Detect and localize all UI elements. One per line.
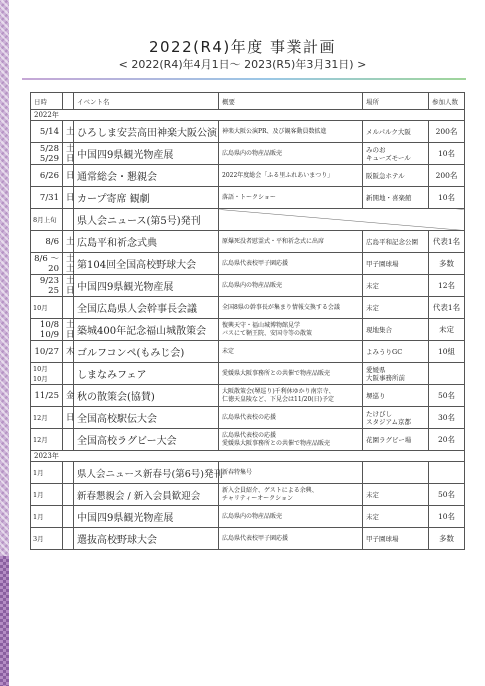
event-count: 10名 — [429, 143, 465, 165]
event-date: 10月 10月 — [31, 363, 63, 385]
event-place: 未定 — [363, 297, 429, 319]
event-name: 全国高校ラグビー大会 — [74, 429, 219, 451]
event-date: 1月 — [31, 462, 63, 484]
table-row — [31, 385, 465, 407]
event-name: しまなみフェア — [74, 363, 219, 385]
event-date: 6/26 — [31, 165, 63, 187]
event-name: 新春懇親会 / 新入会員歓迎会 — [74, 484, 219, 506]
event-count: 代表1名 — [429, 231, 465, 253]
event-date: 5/28 5/29 — [31, 143, 63, 165]
event-name: 全国広島県人会幹事長会議 — [74, 297, 219, 319]
event-day-of-week: 金 — [63, 385, 74, 407]
event-place: たけびし スタジアム京都 — [363, 407, 429, 429]
event-name: 中国四9県観光物産展 — [74, 143, 219, 165]
table-row — [31, 407, 465, 429]
event-name: 選抜高校野球大会 — [74, 528, 219, 550]
event-name: ゴルフコンペ(もみじ会) — [74, 341, 219, 363]
event-place: 現地集合 — [363, 319, 429, 341]
event-day-of-week: 土 日 — [63, 143, 74, 165]
event-date: 8月上旬 — [31, 209, 63, 231]
event-name: 県人会ニュース新春号(第6号)発刊 — [74, 462, 219, 484]
table-row — [31, 121, 465, 143]
event-day-of-week: 土 — [63, 231, 74, 253]
decorative-side-band — [0, 0, 9, 686]
event-name: 県人会ニュース(第5号)発刊 — [74, 209, 219, 231]
table-row — [31, 462, 465, 484]
header-count: 参加人数 — [429, 93, 465, 110]
event-name: 広島平和祈念式典 — [74, 231, 219, 253]
event-overview: 落語・トークショー — [219, 187, 363, 209]
event-overview — [219, 209, 465, 231]
event-overview: 広島県内の物産品販売 — [219, 143, 363, 165]
event-name: ひろしま安芸高田神楽大阪公演 — [74, 121, 219, 143]
event-count: 50名 — [429, 484, 465, 506]
event-name: 第104回全国高校野球大会 — [74, 253, 219, 275]
event-date: 12月 — [31, 429, 63, 451]
event-count: 代表1名 — [429, 297, 465, 319]
event-count: 多数 — [429, 528, 465, 550]
event-day-of-week: 日 — [63, 407, 74, 429]
event-day-of-week — [63, 429, 74, 451]
page-subtitle: < 2022(R4)年4月1日～ 2023(R5)年3月31日) > — [118, 58, 367, 71]
title-divider — [22, 78, 466, 80]
event-place — [363, 462, 429, 484]
event-place: 未定 — [363, 275, 429, 297]
event-count: 50名 — [429, 385, 465, 407]
table-header-row — [31, 93, 465, 110]
table-row — [31, 253, 465, 275]
event-day-of-week: 土 日 — [63, 319, 74, 341]
event-place: メルパルク大阪 — [363, 121, 429, 143]
event-day-of-week: 日 — [63, 187, 74, 209]
event-date: 1月 — [31, 484, 63, 506]
decorative-checker-pattern — [0, 556, 9, 686]
event-overview: 広島県代表校甲子園応援 — [219, 528, 363, 550]
event-date: 5/14 — [31, 121, 63, 143]
table-row — [31, 143, 465, 165]
event-overview: 2022年度総会「ふる里ふれあいまつり」 — [219, 165, 363, 187]
event-overview: 新入会員紹介、ゲストによる余興、 チャリティーオークション — [219, 484, 363, 506]
header-overview: 概要 — [219, 93, 363, 110]
event-day-of-week: 土 日 — [63, 275, 74, 297]
event-date: 10/8 10/9 — [31, 319, 63, 341]
table-row — [31, 165, 465, 187]
event-day-of-week — [63, 297, 74, 319]
header-event: イベント名 — [74, 93, 219, 110]
event-overview: 大阪散策会(堺巡り)千利休ゆかり南宗寺、 仁徳天皇陵など、下見会は11/20(日)予定 — [219, 385, 363, 407]
event-count: 10名 — [429, 506, 465, 528]
header-dow — [63, 93, 74, 110]
event-day-of-week: 土 — [63, 121, 74, 143]
table-row — [31, 275, 465, 297]
year-label-2022: 2022年 — [31, 110, 465, 121]
event-day-of-week — [63, 528, 74, 550]
event-name: 中国四9県観光物産展 — [74, 275, 219, 297]
event-day-of-week: 日 — [63, 165, 74, 187]
event-name: カープ寄席 観劇 — [74, 187, 219, 209]
event-date: 8/6 — [31, 231, 63, 253]
page-title: 2022(R4)年度 事業計画 — [148, 38, 337, 56]
event-count — [429, 363, 465, 385]
table-row — [31, 429, 465, 451]
event-place: よみうりGC — [363, 341, 429, 363]
table-row — [31, 209, 465, 231]
event-overview: 原爆死没者慰霊式・平和祈念式に出席 — [219, 231, 363, 253]
year-row-2023 — [31, 451, 465, 462]
year-label-2023: 2023年 — [31, 451, 465, 462]
event-name: 秋の散策会(協賛) — [74, 385, 219, 407]
event-date: 11/25 — [31, 385, 63, 407]
table-row — [31, 297, 465, 319]
event-count: 10名 — [429, 187, 465, 209]
event-place: 新開地・喜楽館 — [363, 187, 429, 209]
event-count: 20名 — [429, 429, 465, 451]
event-date: 8/6 ～ 20 — [31, 253, 63, 275]
event-count: 200名 — [429, 165, 465, 187]
table-row — [31, 319, 465, 341]
event-overview: 未定 — [219, 341, 363, 363]
event-overview: 広島県内の物産品販売 — [219, 506, 363, 528]
event-count: 200名 — [429, 121, 465, 143]
event-day-of-week: 木 — [63, 341, 74, 363]
table-row — [31, 363, 465, 385]
table-row — [31, 528, 465, 550]
event-date: 7/31 — [31, 187, 63, 209]
event-name: 築城400年記念福山城散策会 — [74, 319, 219, 341]
event-date: 9/23 25 — [31, 275, 63, 297]
event-place: みのお キューズモール — [363, 143, 429, 165]
event-count: 未定 — [429, 319, 465, 341]
event-place: 未定 — [363, 506, 429, 528]
event-day-of-week — [63, 462, 74, 484]
table-row — [31, 231, 465, 253]
event-overview: 広島県内の物産品販売 — [219, 275, 363, 297]
event-place: 甲子園球場 — [363, 528, 429, 550]
header-date: 日時 — [31, 93, 63, 110]
event-count: 10組 — [429, 341, 465, 363]
event-place: 広島平和記念公園 — [363, 231, 429, 253]
event-name: 全国高校駅伝大会 — [74, 407, 219, 429]
event-place: 堺巡り — [363, 385, 429, 407]
event-date: 10/27 — [31, 341, 63, 363]
event-day-of-week — [63, 506, 74, 528]
event-overview: 全国8県の幹事長が集まり情報交換する会議 — [219, 297, 363, 319]
event-date: 1月 — [31, 506, 63, 528]
event-name: 通常総会・懇親会 — [74, 165, 219, 187]
table-row — [31, 506, 465, 528]
event-count: 12名 — [429, 275, 465, 297]
event-overview: 新春特集号 — [219, 462, 363, 484]
table-row — [31, 341, 465, 363]
event-overview: 広島県代表校の応援 愛媛県大阪事務所との共催で物産品販売 — [219, 429, 363, 451]
header-place: 場所 — [363, 93, 429, 110]
event-date: 10月 — [31, 297, 63, 319]
event-place: 未定 — [363, 484, 429, 506]
schedule-table — [30, 92, 465, 550]
event-day-of-week — [63, 209, 74, 231]
event-overview: 愛媛県大阪事務所との共催で物産品販売 — [219, 363, 363, 385]
event-date: 12月 — [31, 407, 63, 429]
event-overview: 広島県代表校甲子園応援 — [219, 253, 363, 275]
event-day-of-week — [63, 484, 74, 506]
event-count: 30名 — [429, 407, 465, 429]
event-day-of-week: 土 土 — [63, 253, 74, 275]
event-overview: 広島県代表校の応援 — [219, 407, 363, 429]
event-name: 中国四9県観光物産展 — [74, 506, 219, 528]
year-row-2022 — [31, 110, 465, 121]
table-row — [31, 484, 465, 506]
event-overview: 神楽大阪公演PR、及び観客動員数拡進 — [219, 121, 363, 143]
event-place: 阪阪急ホテル — [363, 165, 429, 187]
event-overview: 復興天守・福山城博物館見学 バスにて鞆王院、安国寺等の散策 — [219, 319, 363, 341]
event-date: 3月 — [31, 528, 63, 550]
event-count: 多数 — [429, 253, 465, 275]
event-count — [429, 462, 465, 484]
table-row — [31, 187, 465, 209]
event-day-of-week — [63, 363, 74, 385]
event-place: 甲子園球場 — [363, 253, 429, 275]
event-place: 愛媛県 大阪事務所前 — [363, 363, 429, 385]
event-place: 花園ラグビー場 — [363, 429, 429, 451]
